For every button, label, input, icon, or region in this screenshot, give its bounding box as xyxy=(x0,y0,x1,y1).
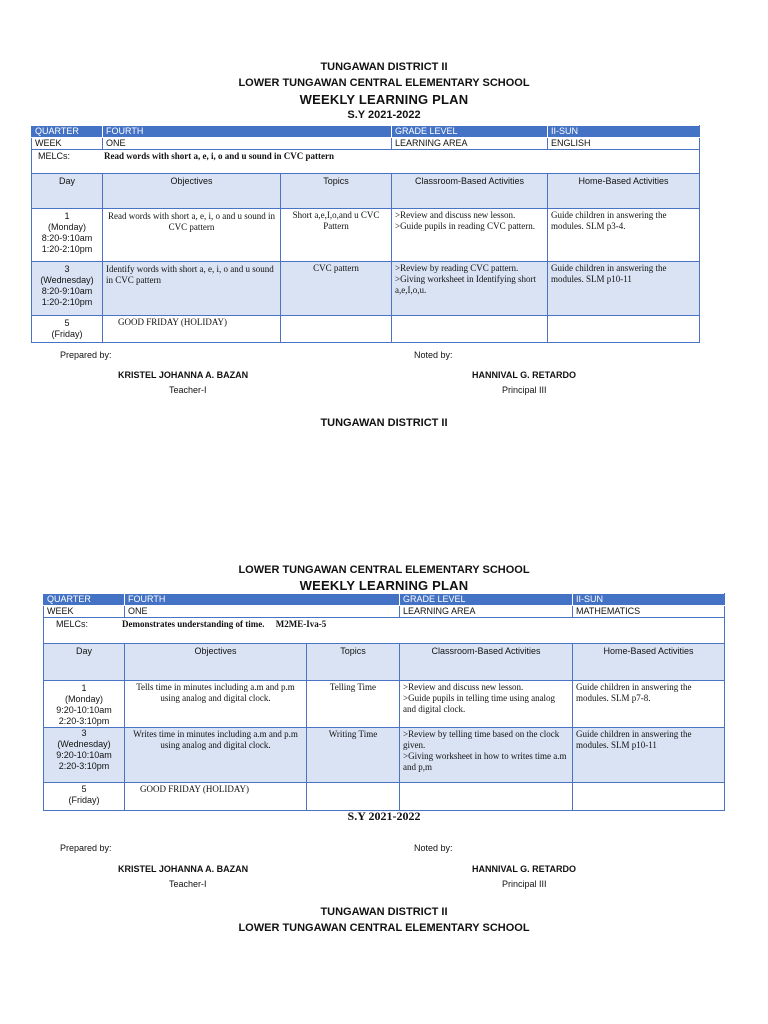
noted-by-label: Noted by: xyxy=(414,843,453,853)
week-label: WEEK xyxy=(32,138,103,150)
teacher-name: KRISTEL JOHANNA A. BAZAN xyxy=(118,370,249,380)
melcs-label: MELCs: xyxy=(38,151,71,161)
activity-line: >Giving worksheet in Identifying short a,e,I,o,u. xyxy=(395,274,537,295)
principal-title: Principal III xyxy=(502,385,547,395)
day-number: 3 xyxy=(64,264,70,274)
topic-cell xyxy=(281,316,392,343)
activity-line: >Giving worksheet in how to writes time a.m and p,m xyxy=(403,751,567,772)
topic-cell: CVC pattern xyxy=(281,262,392,316)
time-pm: 1:20-2:10pm xyxy=(41,297,93,307)
principal-name: HANNIVAL G. RETARDO xyxy=(472,370,577,380)
grade-value: II-SUN xyxy=(548,126,700,138)
day-number: 5 xyxy=(81,784,87,794)
week-value: ONE xyxy=(125,606,400,618)
header-topics: Topics xyxy=(281,174,392,209)
time-am: 8:20-9:10am xyxy=(41,286,93,296)
time-am: 8:20-9:10am xyxy=(41,233,93,243)
topic-cell: Short a,e,I,o,and u CVC Pattern xyxy=(281,209,392,262)
day-cell xyxy=(44,681,125,728)
weekly-plan-table-mathematics xyxy=(43,593,725,811)
area-value: MATHEMATICS xyxy=(573,606,725,618)
classroom-cell xyxy=(392,209,548,262)
home-cell: Guide children in answering the modules. SLM p10-11 xyxy=(548,262,700,316)
area-label: LEARNING AREA xyxy=(392,138,548,150)
grade-label: GRADE LEVEL xyxy=(392,126,548,138)
week-label: WEEK xyxy=(44,606,125,618)
day-name: (Friday) xyxy=(68,795,100,805)
objective-cell: Tells time in minutes including a.m and p.m using analog and digital clock. xyxy=(125,681,307,728)
melcs-row xyxy=(32,150,700,174)
plan-title: WEEKLY LEARNING PLAN xyxy=(299,92,469,107)
header-classroom: Classroom-Based Activities xyxy=(400,644,573,681)
day-cell xyxy=(44,783,125,811)
district-title: TUNGAWAN DISTRICT II xyxy=(320,61,448,73)
header-day: Day xyxy=(44,644,125,681)
activity-line: >Review by reading CVC pattern. xyxy=(395,263,519,273)
activity-line: >Review and discuss new lesson. xyxy=(403,682,524,692)
header-day: Day xyxy=(32,174,103,209)
header-objectives: Objectives xyxy=(125,644,307,681)
objective-cell: GOOD FRIDAY (HOLIDAY) xyxy=(125,783,307,811)
header-home: Home-Based Activities xyxy=(548,174,700,209)
objective-cell: Read words with short a, e, i, o and u sound in CVC pattern xyxy=(103,209,281,262)
school-year: S.Y 2021-2022 xyxy=(347,809,421,823)
classroom-cell xyxy=(392,262,548,316)
quarter-value: FOURTH xyxy=(125,594,400,606)
school-title: LOWER TUNGAWAN CENTRAL ELEMENTARY SCHOOL xyxy=(238,922,530,934)
day-name: (Friday) xyxy=(51,329,83,339)
classroom-cell xyxy=(392,316,548,343)
school-title: LOWER TUNGAWAN CENTRAL ELEMENTARY SCHOOL xyxy=(238,564,530,576)
melcs-value: Demonstrates understanding of time. M2ME-Iva-5 xyxy=(122,619,327,629)
header-objectives: Objectives xyxy=(103,174,281,209)
activity-line: >Guide pupils in telling time using analog and digital clock. xyxy=(403,693,556,714)
day-name: (Monday) xyxy=(47,222,86,232)
objective-cell: Identify words with short a, e, i, o and u sound in CVC pattern xyxy=(103,262,281,316)
objective-cell: GOOD FRIDAY (HOLIDAY) xyxy=(103,316,281,343)
activity-line: >Review by telling time based on the clock given. xyxy=(403,729,560,750)
topic-cell: Telling Time xyxy=(307,681,400,728)
topic-cell xyxy=(307,783,400,811)
header-topics: Topics xyxy=(307,644,400,681)
day-cell xyxy=(32,262,103,316)
melcs-row xyxy=(44,618,725,644)
week-value: ONE xyxy=(103,138,392,150)
classroom-cell xyxy=(400,783,573,811)
grade-label: GRADE LEVEL xyxy=(400,594,573,606)
teacher-title: Teacher-I xyxy=(169,879,207,889)
activity-line: >Guide pupils in reading CVC pattern. xyxy=(395,221,536,231)
time-pm: 2:20-3:10pm xyxy=(58,716,110,726)
quarter-label: QUARTER xyxy=(32,126,103,138)
weekly-plan-table-english xyxy=(31,125,700,343)
day-name: (Wednesday) xyxy=(40,275,94,285)
day-cell xyxy=(32,209,103,262)
principal-name: HANNIVAL G. RETARDO xyxy=(472,864,577,874)
topic-cell: Writing Time xyxy=(307,728,400,783)
day-number: 1 xyxy=(64,211,70,221)
quarter-label: QUARTER xyxy=(44,594,125,606)
district-title: TUNGAWAN DISTRICT II xyxy=(320,417,448,429)
melcs-value: Read words with short a, e, i, o and u sound in CVC pattern xyxy=(104,151,335,161)
home-cell xyxy=(548,316,700,343)
melcs-label: MELCs: xyxy=(56,619,89,629)
teacher-name: KRISTEL JOHANNA A. BAZAN xyxy=(118,864,249,874)
district-title: TUNGAWAN DISTRICT II xyxy=(320,906,448,918)
principal-title: Principal III xyxy=(502,879,547,889)
time-pm: 2:20-3:10pm xyxy=(58,761,110,771)
day-number: 3 xyxy=(81,728,87,738)
time-am: 9:20-10:10am xyxy=(56,705,112,715)
area-value: ENGLISH xyxy=(548,138,700,150)
area-label: LEARNING AREA xyxy=(400,606,573,618)
objective-cell: Writes time in minutes including a.m and p.m using analog and digital clock. xyxy=(125,728,307,783)
time-am: 9:20-10:10am xyxy=(56,750,112,760)
day-number: 1 xyxy=(81,683,87,693)
home-cell xyxy=(573,783,725,811)
noted-by-label: Noted by: xyxy=(414,350,453,360)
school-year: S.Y 2021-2022 xyxy=(347,109,421,121)
day-number: 5 xyxy=(64,318,70,328)
prepared-by-label: Prepared by: xyxy=(60,843,112,853)
header-home: Home-Based Activities xyxy=(573,644,725,681)
quarter-value: FOURTH xyxy=(103,126,392,138)
grade-value: II-SUN xyxy=(573,594,725,606)
home-cell: Guide children in answering the modules. SLM p3-4. xyxy=(548,209,700,262)
activity-line: >Review and discuss new lesson. xyxy=(395,210,516,220)
day-name: (Wednesday) xyxy=(57,739,111,749)
day-cell xyxy=(44,728,125,783)
prepared-by-label: Prepared by: xyxy=(60,350,112,360)
teacher-title: Teacher-I xyxy=(169,385,207,395)
time-pm: 1:20-2:10pm xyxy=(41,244,93,254)
home-cell: Guide children in answering the modules. SLM p7-8. xyxy=(573,681,725,728)
day-name: (Monday) xyxy=(64,694,103,704)
header-classroom: Classroom-Based Activities xyxy=(392,174,548,209)
school-title: LOWER TUNGAWAN CENTRAL ELEMENTARY SCHOOL xyxy=(238,77,530,89)
plan-title: WEEKLY LEARNING PLAN xyxy=(299,578,469,593)
classroom-cell xyxy=(400,728,573,783)
home-cell: Guide children in answering the modules. SLM p10-11 xyxy=(573,728,725,783)
classroom-cell xyxy=(400,681,573,728)
day-cell xyxy=(32,316,103,343)
